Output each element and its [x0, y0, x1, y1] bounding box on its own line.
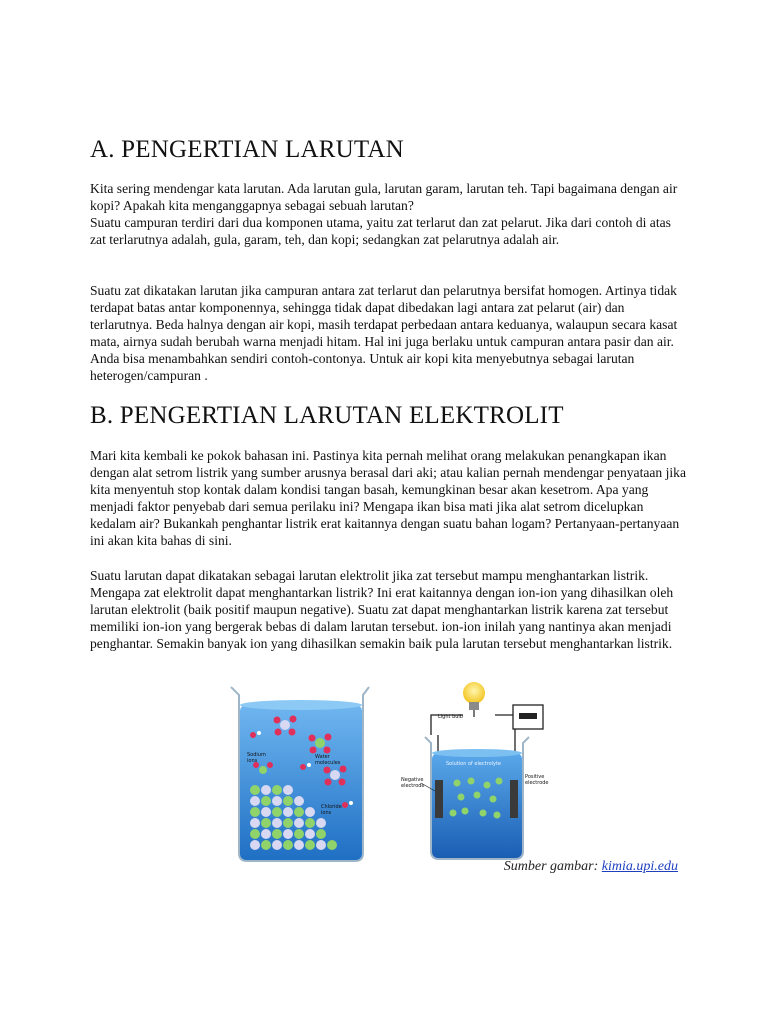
label-sodium-ions: Sodium — [247, 752, 266, 758]
label-chloride-ions: Chloride — [321, 804, 342, 810]
paragraph-a1: Kita sering mendengar kata larutan. Ada larutan gula, larutan garam, larutan teh. Tapi bagaimana dengan air kopi? Apakah kita menganggapnya sebagai sebuah larutan? — [90, 181, 678, 213]
label-solution-of-electrolyte: Solution of electrolyte — [446, 761, 502, 767]
paragraph-b2: Suatu larutan dapat dikatakan sebagai larutan elektrolit jika zat tersebut mampu menghantarkan listrik. Mengapa zat elektrolit dapat menghantarkan listrik? Ini erat kaitannya dengan ion-ion yang dihasilkan oleh larutan elektrolit (baik positif maupun negative). Suatu zat dapat menghantarkan listrik karena zat tersebut memiliki ion-ion yang bergerak bebas di dalam larutan tersebut. ion-ion inilah yang nantinya akan menjadi penghantar. Semakin banyak ion yang dihasilkan semakin baik pula larutan tersebut menghantarkan listrik. — [90, 568, 674, 651]
ionic-dissolution-beaker — [231, 687, 369, 861]
label-negative-electrode-2: electrode — [401, 783, 425, 789]
battery-icon — [513, 705, 543, 729]
conductivity-test-setup — [401, 682, 549, 859]
paragraph-b1: Mari kita kembali ke pokok bahasan ini. Pastinya kita pernah melihat orang melakukan penangkapan ikan dengan alat setrom listrik yang sumber arusnya berasal dari aki; atau kalian pernah mendengar penyataan jika kita menyentuh stop kontak dalam kondisi tangan basah, kemungkinan besar akan kesetrom. Apa yang menjadi faktor penyebab dari semua perilaku ini? Mengapa ikan bisa mati jika alat setrom dicelupkan kedalam air? Bukankah penghantar listrik erat kaitannya dengan suatu bahan logam? Pertanyaan-pertanyaan ini akan kita bahas di sini. — [90, 448, 687, 548]
label-water-molecules: Water — [315, 754, 330, 760]
paragraph-a2: Suatu campuran terdiri dari dua komponen utama, yaitu zat terlarut dan zat pelarut. Jika dari contoh di atas zat terlarutnya adalah, gula, garam, teh, dan kopi; sedangkan zat pelarutnya adalah air. — [90, 215, 671, 247]
negative-electrode — [435, 780, 443, 818]
label-water-molecules-2: molecules — [315, 760, 341, 766]
positive-electrode — [510, 780, 518, 818]
label-sodium-ions-2: ions — [247, 758, 258, 764]
label-negative-electrode: Negative — [401, 777, 424, 783]
light-bulb-icon — [463, 682, 485, 717]
label-positive-electrode: Positive — [525, 774, 545, 780]
source-link[interactable]: kimia.upi.edu — [601, 859, 678, 874]
heading-pengertian-larutan: A. PENGERTIAN LARUTAN — [90, 136, 404, 163]
heading-pengertian-larutan-elektrolit: B. PENGERTIAN LARUTAN ELEKTROLIT — [90, 402, 564, 429]
electrolyte-illustration — [225, 675, 549, 865]
label-chloride-ions-2: ions — [321, 810, 332, 816]
image-source-caption — [504, 859, 678, 875]
label-light-bulb: Light bulb — [438, 714, 463, 720]
caption-prefix: Sumber gambar: — [503, 859, 602, 874]
label-positive-electrode-2: electrode — [525, 780, 549, 786]
paragraph-a3: Suatu zat dikatakan larutan jika campuran antara zat terlarut dan pelarutnya bersifat homogen. Artinya tidak terdapat batas antar komponennya, sehingga tidak dapat dibedakan lagi antara zat pelarut (air) dan terlarutnya. Beda halnya dengan air kopi, masih terdapat perbedaan antara keduanya, walaupun secara kasat mata, airnya sudah berubah warna menjadi hitam. Hal ini juga berlaku untuk campuran antara pasir dan air. Anda bisa menambahkan sendiri contoh-contonya. Untuk air kopi kita menyebutnya sebagai larutan heterogen/campuran . — [90, 283, 678, 383]
